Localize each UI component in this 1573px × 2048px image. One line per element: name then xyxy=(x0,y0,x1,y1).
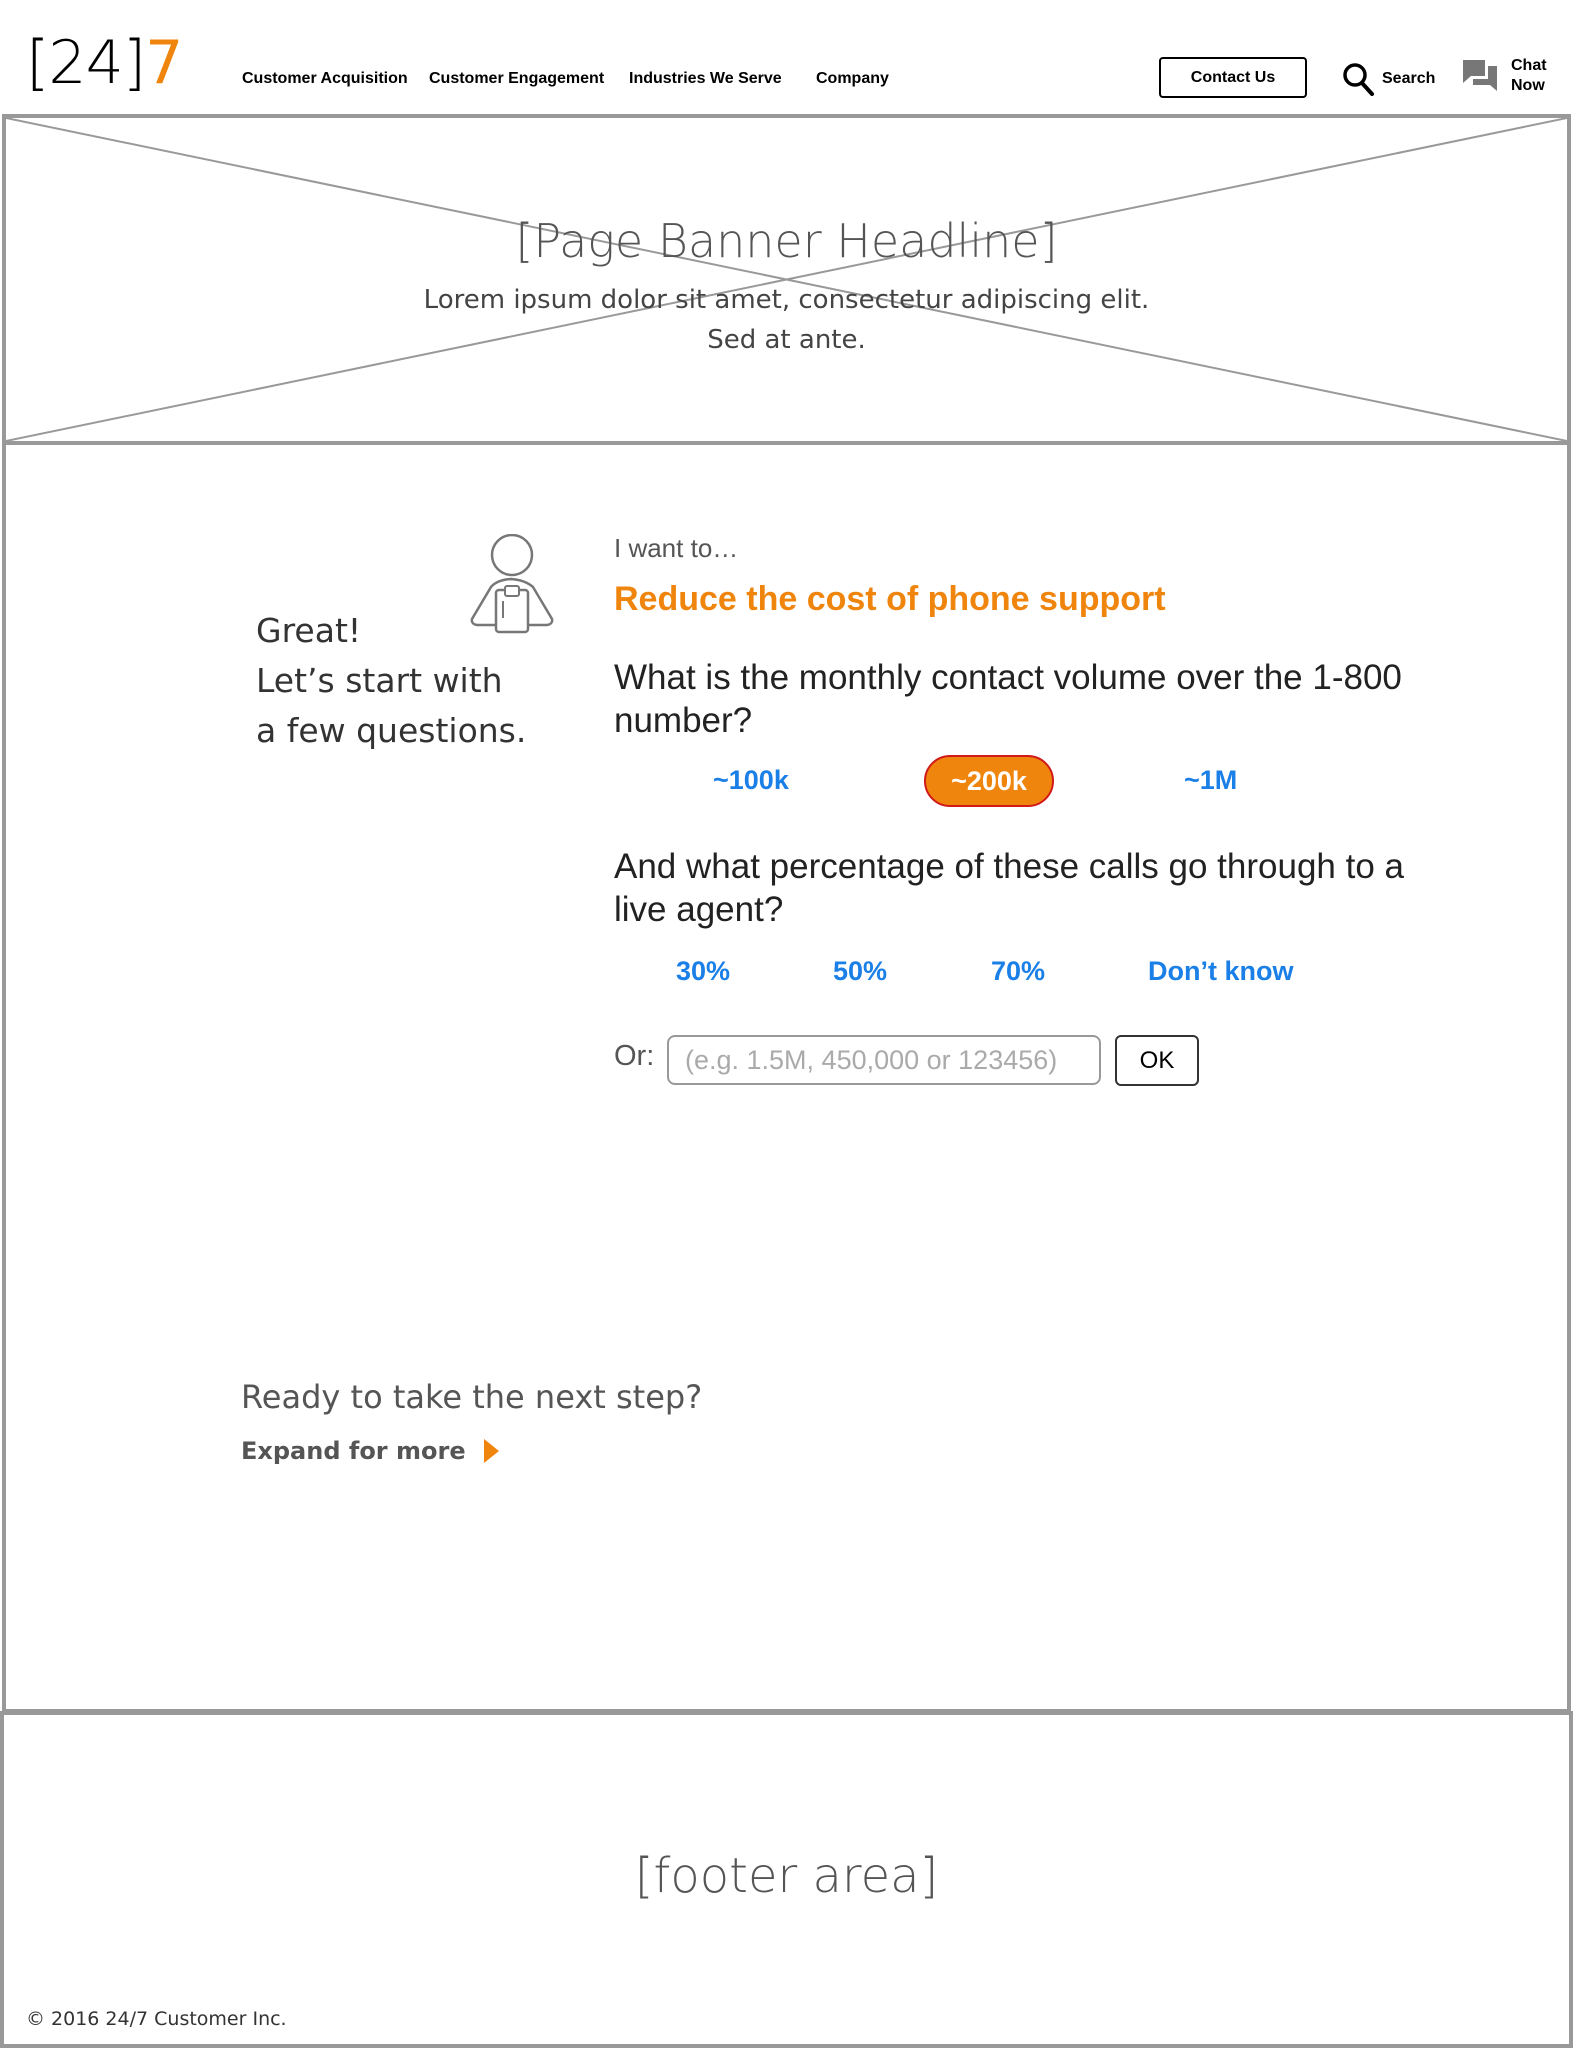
percent-option-50[interactable]: 50% xyxy=(833,956,888,986)
percent-option-30[interactable]: 30% xyxy=(676,956,731,986)
logo-accent-text: 7 xyxy=(145,28,183,98)
search-icon xyxy=(1342,62,1374,96)
copyright-text: © 2016 24/7 Customer Inc. xyxy=(26,2008,287,2030)
intro-text: Great! Let’s start with a few questions. xyxy=(256,611,527,750)
search-label: Search xyxy=(1382,70,1436,87)
ok-button[interactable]: OK xyxy=(1115,1035,1199,1086)
percent-option-70[interactable]: 70% xyxy=(991,956,1046,986)
i-want-label: I want to… xyxy=(614,533,739,563)
agent-avatar-icon xyxy=(467,534,557,638)
goal-heading: Reduce the cost of phone support xyxy=(614,580,1166,618)
volume-option-200k-selected[interactable]: ~200k xyxy=(924,755,1054,807)
logo-bracket-text: [24] xyxy=(26,28,146,98)
banner-subtext: Lorem ipsum dolor sit amet, consectetur adipiscing elit. Sed at ante. xyxy=(423,285,1150,355)
nav-company[interactable]: Company xyxy=(816,70,889,87)
chat-now-button[interactable] xyxy=(1461,56,1551,96)
banner-headline: [Page Banner Headline] xyxy=(515,214,1058,268)
nav-industries-we-serve[interactable]: Industries We Serve xyxy=(629,70,782,87)
question-contact-volume: What is the monthly contact volume over the 1-800 number? xyxy=(614,658,1402,740)
nav-customer-engagement[interactable]: Customer Engagement xyxy=(429,70,605,87)
search-button[interactable] xyxy=(1342,62,1435,96)
percent-option-dont-know[interactable]: Don’t know xyxy=(1148,956,1294,986)
chat-now-label: Chat Now xyxy=(1511,57,1547,94)
contact-us-button[interactable]: Contact Us xyxy=(1159,57,1307,98)
next-step-heading: Ready to take the next step? xyxy=(241,1378,703,1416)
volume-option-100k[interactable]: ~100k xyxy=(713,765,789,795)
chat-bubbles-icon xyxy=(1461,58,1499,94)
question-live-agent-percentage: And what percentage of these calls go through to a live agent? xyxy=(614,847,1404,929)
custom-volume-input[interactable] xyxy=(667,1035,1101,1085)
nav-customer-acquisition[interactable]: Customer Acquisition xyxy=(242,70,408,87)
logo[interactable] xyxy=(26,30,182,96)
expand-for-more-link[interactable] xyxy=(241,1437,500,1465)
volume-option-1m[interactable]: ~1M xyxy=(1184,765,1238,795)
or-label: Or: xyxy=(614,1040,655,1072)
play-arrow-icon xyxy=(482,1438,500,1464)
footer-title: [footer area] xyxy=(634,1848,939,1904)
expand-label: Expand for more xyxy=(241,1437,466,1465)
